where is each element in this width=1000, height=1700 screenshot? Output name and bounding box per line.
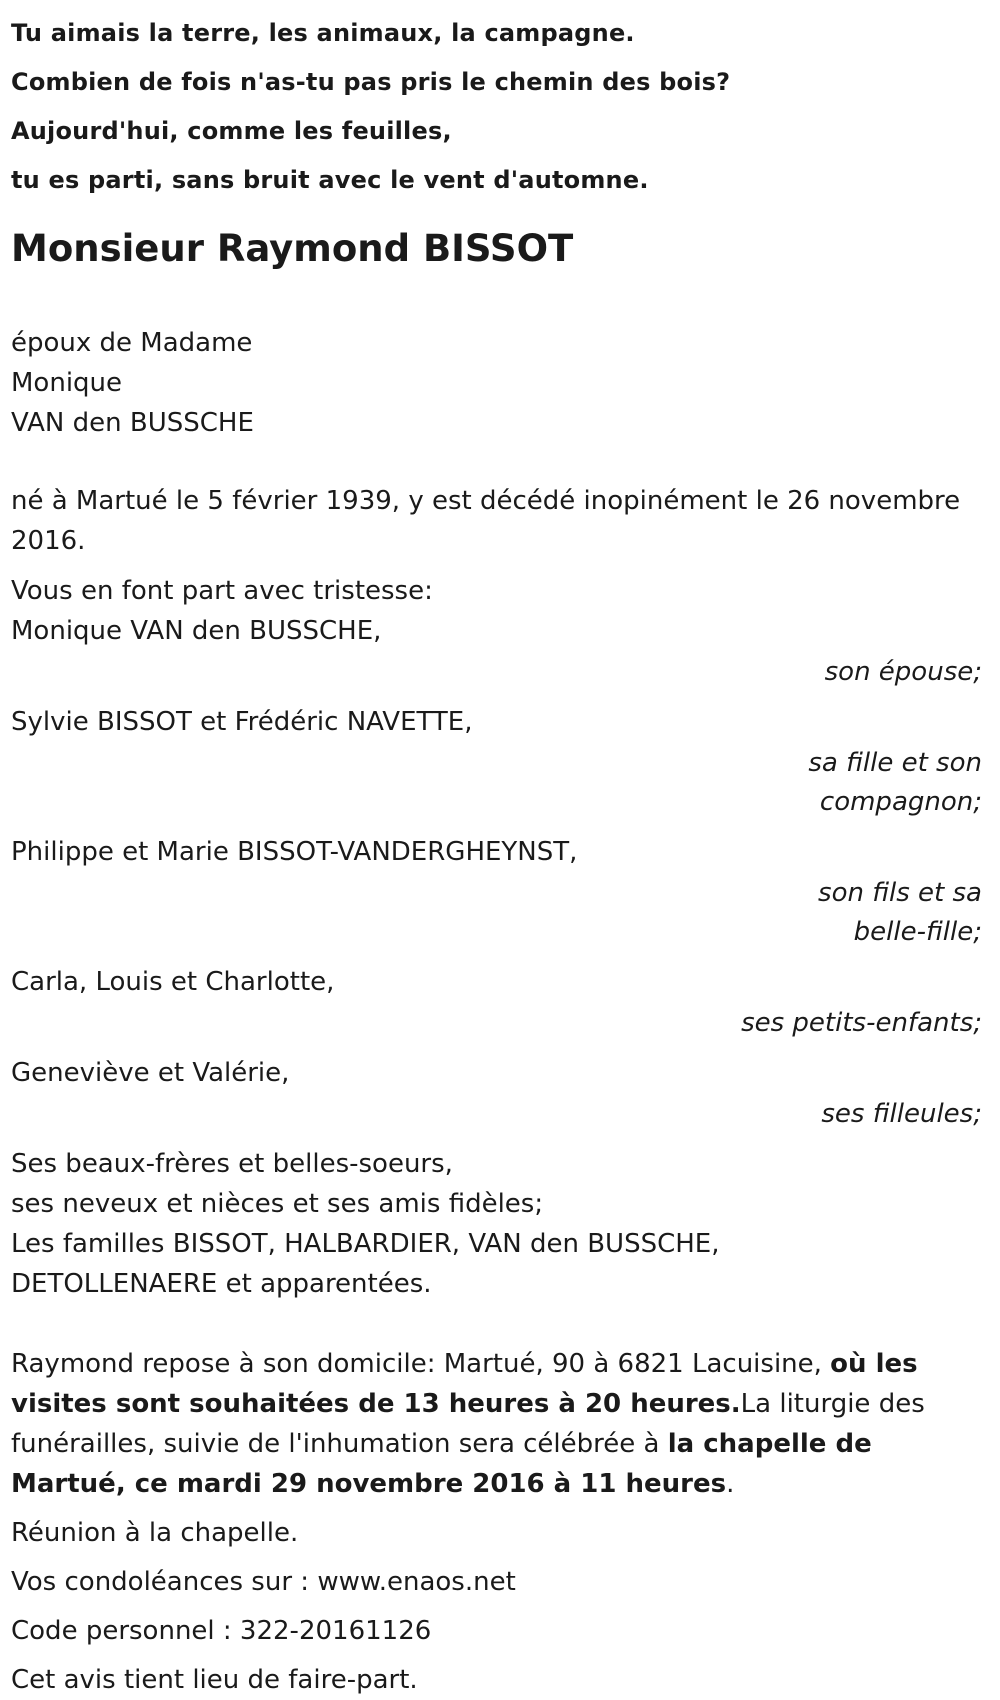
family-line: Ses beaux-frères et belles-soeurs, [11, 1149, 453, 1179]
poem [11, 9, 982, 205]
relative-name: Philippe et Marie BISSOT-VANDERGHEYNST, [11, 837, 578, 867]
period: . [726, 1469, 735, 1499]
relative-entry [11, 962, 982, 1043]
relative-relation: sa fille et son compagnon; [808, 748, 982, 817]
relative-entry [11, 702, 982, 822]
visit-text: Raymond repose à son domicile: Martué, 90 à 6821 Lacuisine, [11, 1349, 831, 1379]
relative-relation: ses filleules; [821, 1099, 982, 1129]
visit-info [11, 1344, 982, 1504]
obituary-page [0, 9, 1000, 1700]
relative-name: Geneviève et Valérie, [11, 1058, 290, 1088]
condolences-note: Vos condoléances sur : www.enaos.net [11, 1567, 516, 1597]
spouse-line: Monique [11, 368, 123, 398]
relative-entry [11, 832, 982, 952]
liturgy-text: La liturgie des funérailles, suivie de l'inhumation sera célébrée à [11, 1389, 925, 1459]
poem-line: Tu aimais la terre, les animaux, la campagne. [11, 19, 635, 47]
birth-death: né à Martué le 5 février 1939, y est décédé inopinément le 26 novembre 2016. [11, 486, 961, 556]
relative-relation: son fils et sa belle-fille; [818, 878, 982, 947]
spouse-line: époux de Madame [11, 328, 253, 358]
personal-code: Code personnel : 322-20161126 [11, 1616, 432, 1646]
family-line: Les familles BISSOT, HALBARDIER, VAN den BUSSCHE, [11, 1229, 720, 1259]
relative-name: Monique VAN den BUSSCHE, [11, 616, 382, 646]
relative-relation: son épouse; [824, 657, 982, 687]
family-block [11, 1144, 982, 1304]
poem-line: Combien de fois n'as-tu pas pris le chemin des bois? [11, 68, 731, 96]
relative-name: Carla, Louis et Charlotte, [11, 967, 335, 997]
spouse-block [11, 323, 982, 443]
relative-entry [11, 1053, 982, 1134]
deceased-name: Monsieur Raymond BISSOT [11, 227, 574, 270]
family-line: ses neveux et nièces et ses amis fidèles; [11, 1189, 544, 1219]
family-line: DETOLLENAERE et apparentées. [11, 1269, 432, 1299]
reunion-note: Réunion à la chapelle. [11, 1518, 299, 1548]
ceremony-place-time: la chapelle de Martué, ce mardi 29 novembre 2016 à 11 heures [11, 1429, 872, 1499]
poem-line: tu es parti, sans bruit avec le vent d'automne. [11, 166, 649, 194]
announce-intro: Vous en font part avec tristesse: [11, 576, 433, 606]
relatives-list [11, 611, 982, 1134]
relative-entry [11, 611, 982, 692]
visit-hours: où les visites sont souhaitées de 13 heures à 20 heures. [11, 1349, 918, 1419]
relative-name: Sylvie BISSOT et Frédéric NAVETTE, [11, 707, 473, 737]
poem-line: Aujourd'hui, comme les feuilles, [11, 117, 452, 145]
spouse-line: VAN den BUSSCHE [11, 408, 254, 438]
relative-relation: ses petits-enfants; [741, 1008, 982, 1038]
closing-block [11, 1513, 982, 1700]
notice-note: Cet avis tient lieu de faire-part. [11, 1665, 418, 1695]
